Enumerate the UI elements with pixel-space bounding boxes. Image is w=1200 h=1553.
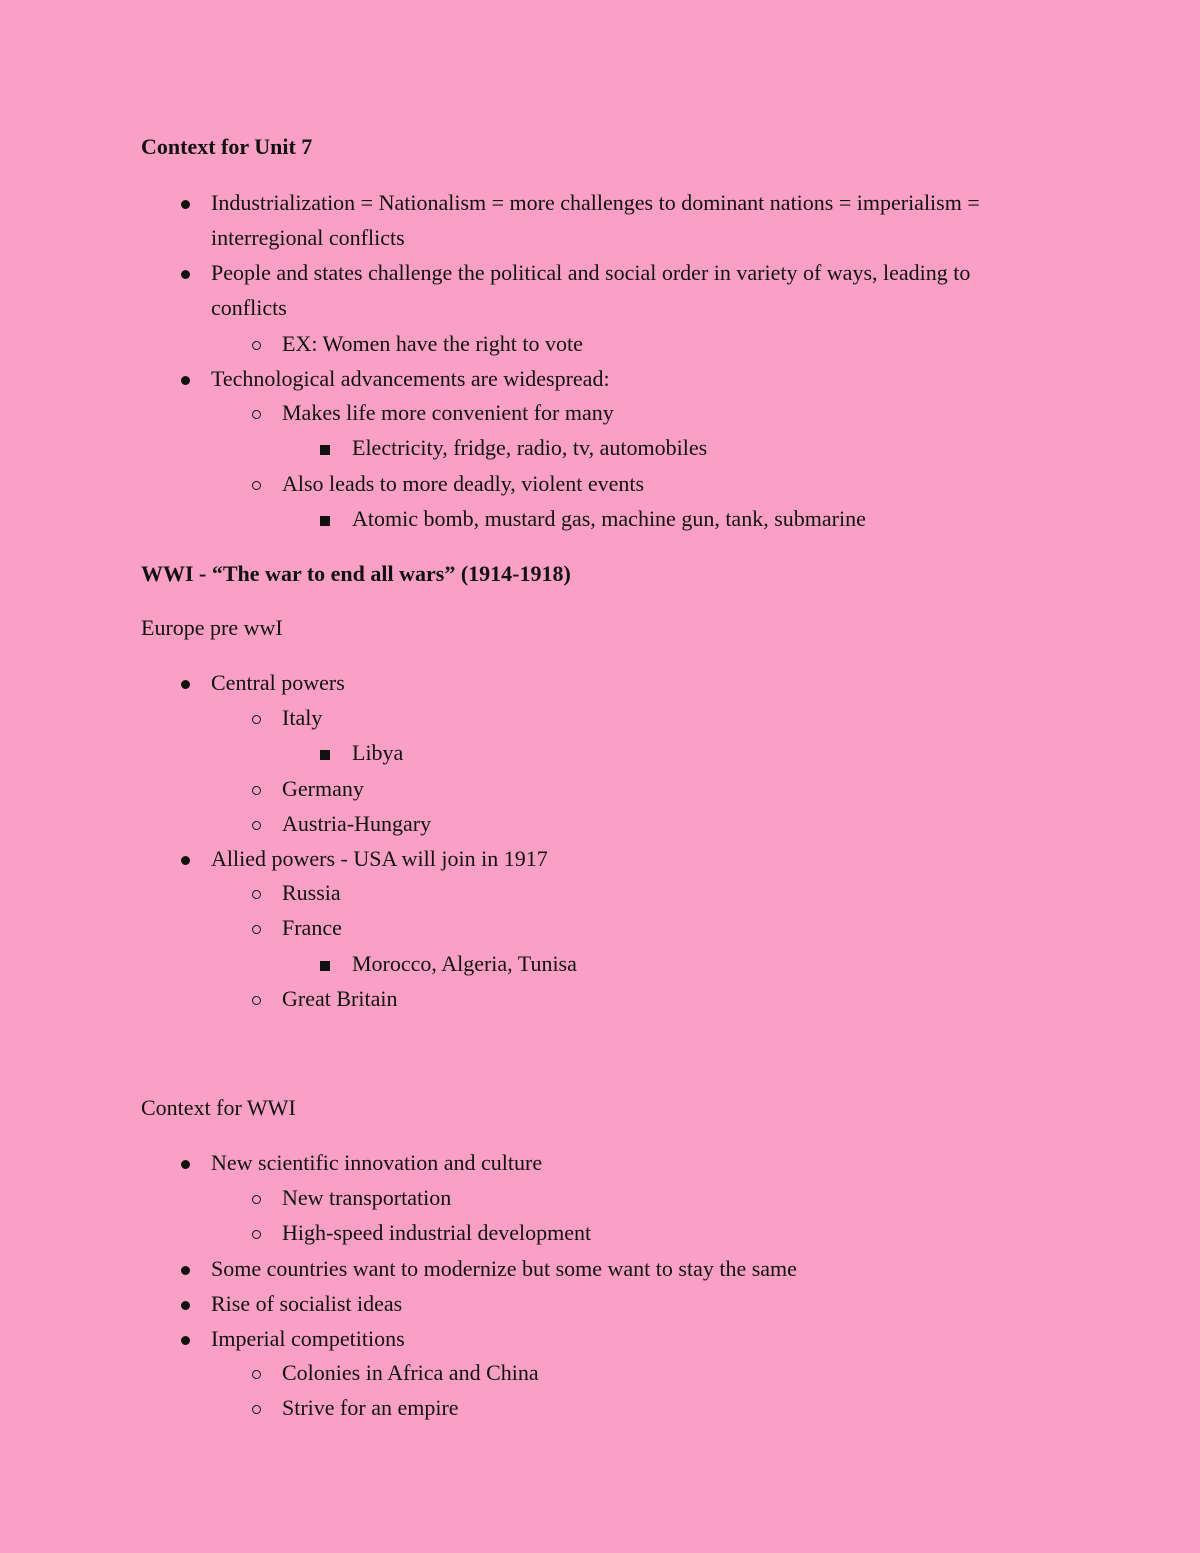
bullet-icon [179, 189, 191, 217]
hollow-bullet-icon [250, 775, 262, 803]
square-bullet-icon [319, 505, 331, 533]
list-item: Some countries want to modernize but some want to stay the same [211, 1256, 797, 1281]
list-item-continuation: conflicts [211, 295, 287, 320]
hollow-bullet-icon [250, 1359, 262, 1387]
list-subitem: Italy [282, 705, 323, 730]
list-item: Allied powers - USA will join in 1917 [211, 846, 548, 871]
hollow-bullet-icon [250, 1394, 262, 1422]
hollow-bullet-icon [250, 810, 262, 838]
section-heading-wwi: WWI - “The war to end all wars” (1914-1918) [141, 561, 571, 586]
bullet-icon [179, 669, 191, 697]
list-subitem: Strive for an empire [282, 1395, 459, 1420]
list-item: Technological advancements are widespread: [211, 366, 610, 391]
subheading-context-wwi: Context for WWI [141, 1095, 296, 1120]
list-subitem: New transportation [282, 1185, 452, 1210]
list-subitem: Also leads to more deadly, violent events [282, 471, 645, 496]
list-item: Rise of socialist ideas [211, 1291, 403, 1316]
list-subitem: Great Britain [282, 986, 398, 1011]
bullet-icon [179, 1325, 191, 1353]
hollow-bullet-icon [250, 330, 262, 358]
square-bullet-icon [319, 950, 331, 978]
hollow-bullet-icon [250, 470, 262, 498]
square-bullet-icon [319, 434, 331, 462]
bullet-icon [179, 1255, 191, 1283]
hollow-bullet-icon [250, 985, 262, 1013]
list-subsubitem: Atomic bomb, mustard gas, machine gun, tank, submarine [352, 506, 866, 531]
subheading-europe: Europe pre wwI [141, 615, 283, 640]
list-item: Central powers [211, 670, 345, 695]
bullet-icon [179, 845, 191, 873]
list-item: New scientific innovation and culture [211, 1150, 543, 1175]
hollow-bullet-icon [250, 399, 262, 427]
list-item: Imperial competitions [211, 1326, 405, 1351]
list-subitem: High-speed industrial development [282, 1220, 592, 1245]
square-bullet-icon [319, 739, 331, 767]
list-item: Industrialization = Nationalism = more challenges to dominant nations = imperialism = [211, 190, 980, 215]
list-subitem: Makes life more convenient for many [282, 400, 614, 425]
list-subitem: Austria-Hungary [282, 811, 432, 836]
list-subitem: Germany [282, 776, 364, 801]
hollow-bullet-icon [250, 704, 262, 732]
hollow-bullet-icon [250, 1184, 262, 1212]
list-subitem: Colonies in Africa and China [282, 1360, 539, 1385]
bullet-icon [179, 365, 191, 393]
list-subsubitem: Electricity, fridge, radio, tv, automobiles [352, 435, 708, 460]
list-subsubitem: Morocco, Algeria, Tunisa [352, 951, 577, 976]
bullet-icon [179, 1149, 191, 1177]
list-subitem: EX: Women have the right to vote [282, 331, 583, 356]
list-item-continuation: interregional conflicts [211, 225, 405, 250]
list-subitem: France [282, 915, 342, 940]
hollow-bullet-icon [250, 1219, 262, 1247]
list-subitem: Russia [282, 880, 341, 905]
list-subsubitem: Libya [352, 740, 404, 765]
bullet-icon [179, 259, 191, 287]
hollow-bullet-icon [250, 914, 262, 942]
hollow-bullet-icon [250, 879, 262, 907]
bullet-icon [179, 1290, 191, 1318]
list-item: People and states challenge the political and social order in variety of ways, leading to [211, 260, 971, 285]
section-heading-unit7: Context for Unit 7 [141, 134, 313, 159]
